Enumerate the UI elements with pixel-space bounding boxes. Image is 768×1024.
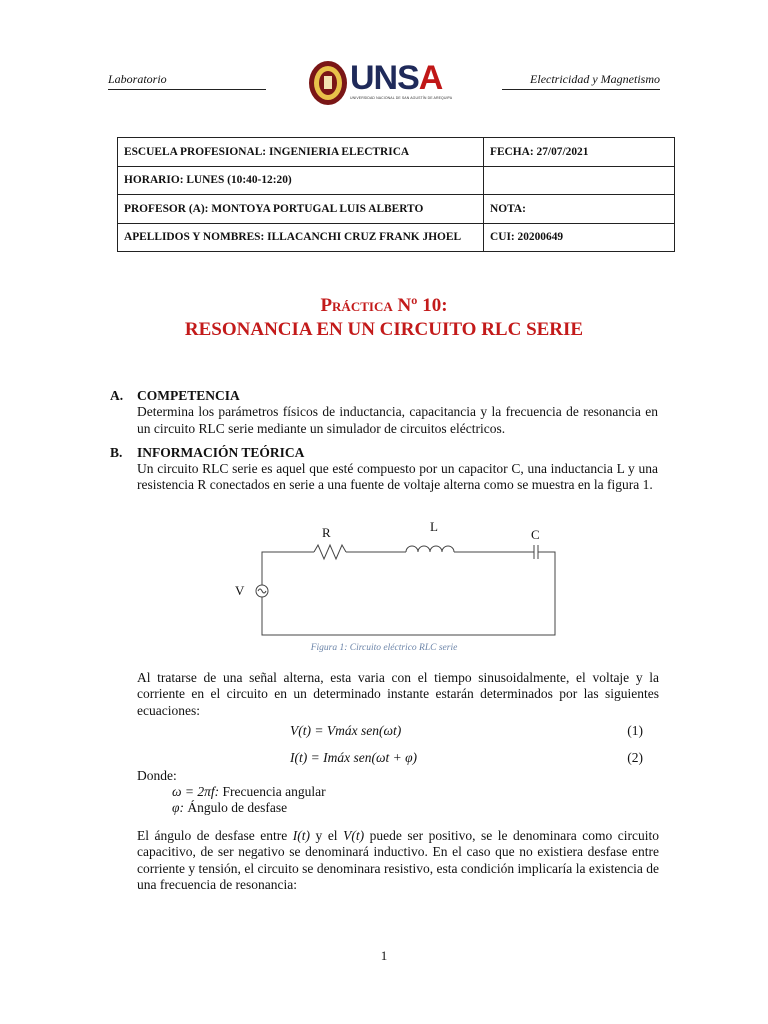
rlc-circuit-figure	[230, 515, 560, 645]
paragraph-1: Al tratarse de una señal alterna, esta varia con el tiempo sinusoidalmente, el voltaje y la corriente en el circuito en un determinado instante estarán determinados por las siguientes ecuaciones:	[137, 670, 659, 718]
table-cell	[484, 166, 675, 195]
equation-number: (2)	[627, 750, 643, 765]
equation-number: (1)	[627, 723, 643, 738]
rlc-circuit-diagram	[230, 515, 560, 645]
table-cell: ESCUELA PROFESIONAL: INGENIERIA ELECTRICA	[118, 138, 484, 167]
header-left-text: Laboratorio	[108, 72, 266, 90]
title-line-2: RESONANCIA EN UN CIRCUITO RLC SERIE	[184, 319, 584, 340]
label-v: V	[235, 583, 245, 598]
title-line-1: Práctica Nº 10:	[320, 295, 448, 316]
page-header	[108, 58, 660, 108]
table-row	[118, 195, 675, 224]
table-row	[118, 138, 675, 167]
section-a-heading: A. COMPETENCIA	[110, 388, 240, 403]
label-c: C	[531, 527, 540, 542]
unsa-logo	[308, 58, 456, 108]
table-cell: PROFESOR (A): MONTOYA PORTUGAL LUIS ALBERTO	[118, 195, 484, 224]
label-l: L	[430, 519, 438, 534]
table-cell: FECHA: 27/07/2021	[484, 138, 675, 167]
page-number: 1	[380, 948, 388, 963]
sections-a-b	[110, 388, 658, 494]
table-cell: NOTA:	[484, 195, 675, 224]
document-title	[0, 294, 768, 342]
table-cell: APELLIDOS Y NOMBRES: ILLACANCHI CRUZ FRANK JHOEL	[118, 223, 484, 252]
section-a-body: Determina los parámetros físicos de inductancia, capacitancia y la frecuencia de resonancia en un circuito RLC serie mediante un simulador de circuitos eléctricos.	[137, 404, 658, 436]
header-right-text: Electricidad y Magnetismo	[502, 72, 660, 90]
table-row	[118, 166, 675, 195]
definition-omega: ω = 2πf: Frecuencia angular	[172, 784, 326, 799]
equation-expression: I(t) = Imáx sen(ωt + φ)	[290, 750, 418, 765]
equation-expression: V(t) = Vmáx sen(ωt)	[290, 723, 402, 738]
table-cell: HORARIO: LUNES (10:40-12:20)	[118, 166, 484, 195]
logo-wordmark: UNSA	[350, 59, 443, 97]
section-b-body: Un circuito RLC serie es aquel que esté compuesto por un capacitor C, una inductancia L y una resistencia R conectados en serie a una fuente de voltaje alterna como se muestra en la figura 1.	[137, 461, 658, 493]
table-cell: CUI: 20200649	[484, 223, 675, 252]
paragraph-2: El ángulo de desfase entre I(t) y el V(t) puede ser positivo, se le denominara como circuito capacitivo, de ser negativo se denominará inductivo. En el caso que no existiera desfase entre corriente y tensión, el circuito se denominara resistivo, esta condición implicaría la existencia de una frecuencia de resonancia:	[137, 828, 659, 892]
logo-subtitle: UNIVERSIDAD NACIONAL DE SAN AGUSTÍN DE AREQUIPA	[350, 96, 453, 100]
student-info-table	[117, 137, 675, 252]
label-r: R	[322, 525, 331, 540]
table-row	[118, 223, 675, 252]
section-b-heading: B. INFORMACIÓN TEÓRICA	[110, 444, 305, 460]
donde-label: Donde:	[137, 768, 177, 783]
university-seal-icon	[308, 60, 348, 106]
definition-phi: φ: Ángulo de desfase	[172, 800, 288, 815]
figure-caption: Figura 1: Circuito eléctrico RLC serie	[310, 643, 458, 653]
